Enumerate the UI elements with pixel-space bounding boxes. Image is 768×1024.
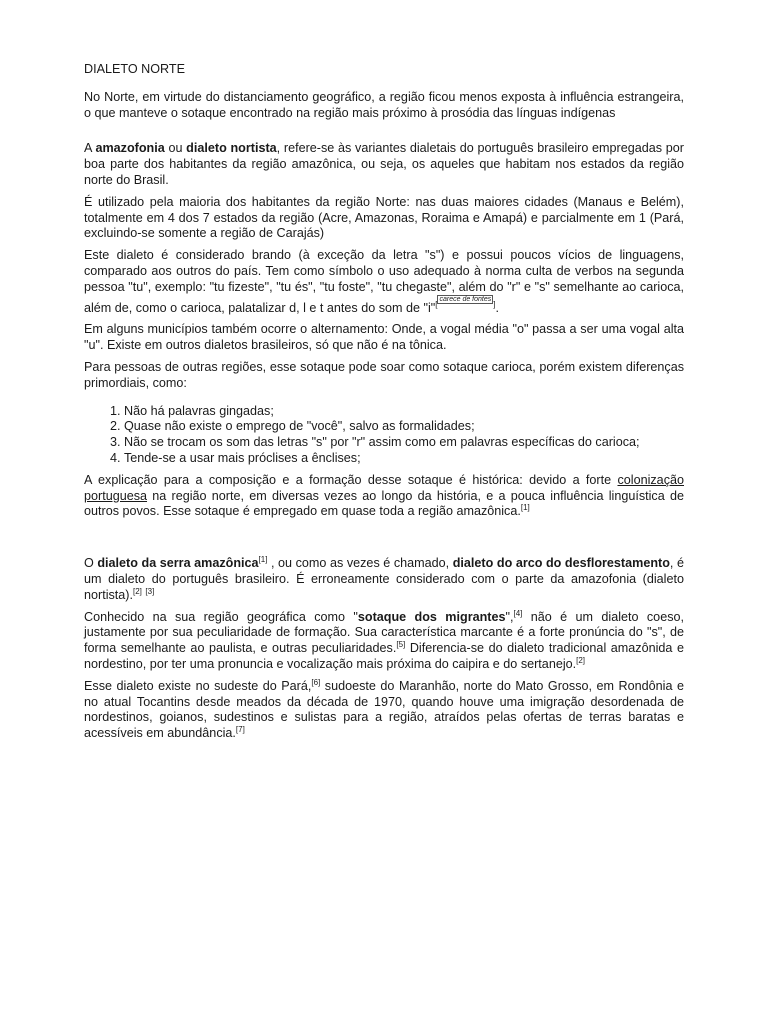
- text-run: A: [84, 141, 96, 156]
- list-item: 4. Tende-se a usar mais próclises a ênclises;: [124, 451, 684, 467]
- colonizacao-link[interactable]: colonização portuguesa: [84, 472, 684, 503]
- list-item: 3. Não se trocam os som das letras "s" por "r" assim como em palavras específicas do carioca;: [124, 435, 684, 451]
- text-run: Diferencia-se do dialeto tradicional amazônida e nordestino, por ter uma pronuncia e vocalização mais próxima do caipira e do sertanejo.: [84, 641, 684, 671]
- text-run: .: [495, 300, 499, 315]
- text-run: A explicação para a composição e a formação desse sotaque é histórica: devido a forte: [84, 472, 618, 487]
- text-run: Conhecido na sua região geográfica como ": [84, 609, 358, 624]
- text-run: O: [84, 556, 98, 571]
- reference-mark[interactable]: [6]: [311, 677, 321, 687]
- differences-paragraph: Para pessoas de outras regiões, esse sotaque pode soar como sotaque carioca, porém existem diferenças primordiais, como:: [84, 359, 684, 390]
- reference-mark[interactable]: [1]: [520, 503, 530, 513]
- citation-needed-note: carece de fontes: [439, 295, 492, 303]
- bold-term: dialeto da serra amazônica: [97, 556, 259, 571]
- document-page: [84, 62, 684, 748]
- usage-paragraph: É utilizado pela maioria dos habitantes da região Norte: nas duas maiores cidades (Manaus e Belém), totalmente em 4 dos 7 estados da região (Acre, Amazonas, Roraima e Amapá) e parcialmente em 1 (Pará, excluindo-se somente a região de Carajás): [84, 194, 684, 241]
- list-item: 1. Não há palavras gingadas;: [124, 404, 684, 420]
- text-run: Esse dialeto existe no sudeste do Pará,: [84, 678, 312, 693]
- intro-paragraph: No Norte, em virtude do distanciamento geográfico, a região ficou menos exposta à influência estrangeira, o que manteve o sotaque encontrado na região mais próximo à prosódia das línguas indígenas: [84, 89, 684, 120]
- migrantes-paragraph: [84, 610, 684, 673]
- reference-mark[interactable]: [1]: [258, 555, 268, 565]
- serra-paragraph: [84, 556, 684, 603]
- text-run: Este dialeto é considerado brando (à exceção da letra "s") e possui poucos vícios de linguagens, comparado aos outros do país. Tem como símbolo o uso adequado à norma culta de verbos na segunda pessoa "tu", exemplo: "tu fizeste", "tu és", "tu foste", "tu chegaste", além do "r" e "s" semelhante ao carioca, além de, como o carioca, palatalizar d, l e t antes do som de "i": [84, 248, 684, 315]
- text-run: não é um dialeto coeso, justamente por sua peculiaridade de formação. Sua característica marcante é a forte pronúncia do "s", de forma semelhante ao paulista, e outras peculiaridades.: [84, 609, 684, 656]
- document-title: DIALETO NORTE: [84, 62, 186, 76]
- features-paragraph: Este dialeto é considerado brando (à exceção da letra "s") e possui poucos vícios de linguagens, comparado aos outros do país. Tem como símbolo o uso adequado à norma culta de verbos na segunda pessoa "tu", exemplo: "tu fizeste", "tu és", "tu foste", "tu chegaste", além do "r" e "s" semelhante ao carioca, além de, como o carioca, palatalizar d, l e t antes do som de "i"[carece de fontes].: [84, 248, 684, 315]
- vowel-paragraph: Em alguns municípios também ocorre o alternamento: Onde, a vogal média "o" passa a ser uma vogal alta "u". Existe em outros dialetos brasileiros, só que não é na tônica.: [84, 322, 684, 353]
- text-run: , ou como as vezes é chamado,: [267, 556, 453, 571]
- differences-list: [84, 404, 684, 467]
- reference-mark[interactable]: [2]: [576, 655, 586, 665]
- reference-mark[interactable]: [5]: [396, 640, 406, 650]
- text-run: , refere-se às variantes dialetais do português brasileiro empregadas por boa parte dos habitantes da região amazônica, ou seja, os aqueles que habitam nos estados da região norte do Brasil.: [84, 141, 684, 187]
- reference-mark[interactable]: [7]: [235, 725, 245, 735]
- list-item: 2. Quase não existe o emprego de "você", salvo as formalidades;: [124, 419, 684, 435]
- reference-mark[interactable]: [2]: [133, 586, 142, 596]
- explanation-paragraph: [84, 473, 684, 520]
- reference-mark[interactable]: [3]: [145, 586, 155, 596]
- text-run: sudoeste do Maranhão, norte do Mato Grosso, em Rondônia e no atual Tocantins desde meados da década de 1970, quando houve uma imigração desordenada de nordestinos, goianos, sudestinos e sulistas para a região, atraídos pelas ofertas de terras baratas e acessíveis em abundância.: [84, 678, 684, 741]
- reference-mark[interactable]: [4]: [513, 608, 523, 618]
- bold-term: amazofonia: [95, 141, 165, 156]
- bold-term: dialeto do arco do desflorestamento: [452, 556, 670, 571]
- text-run: na região norte, em diversas vezes ao longo da história, e a pouca influência linguística de outros povos. Esse sotaque é empregado em quase toda a região amazônica.: [84, 488, 684, 519]
- amazofonia-paragraph: [84, 141, 684, 188]
- text-run: ou: [164, 141, 187, 156]
- text-run: , é um dialeto do português brasileiro. É erroneamente considerado com o parte da amazofonia (dialeto nortista).: [84, 556, 684, 602]
- text-run: ",: [505, 609, 514, 624]
- bold-term: sotaque dos migrantes: [357, 609, 506, 624]
- bold-term: dialeto nortista: [186, 141, 277, 156]
- location-paragraph: [84, 679, 684, 742]
